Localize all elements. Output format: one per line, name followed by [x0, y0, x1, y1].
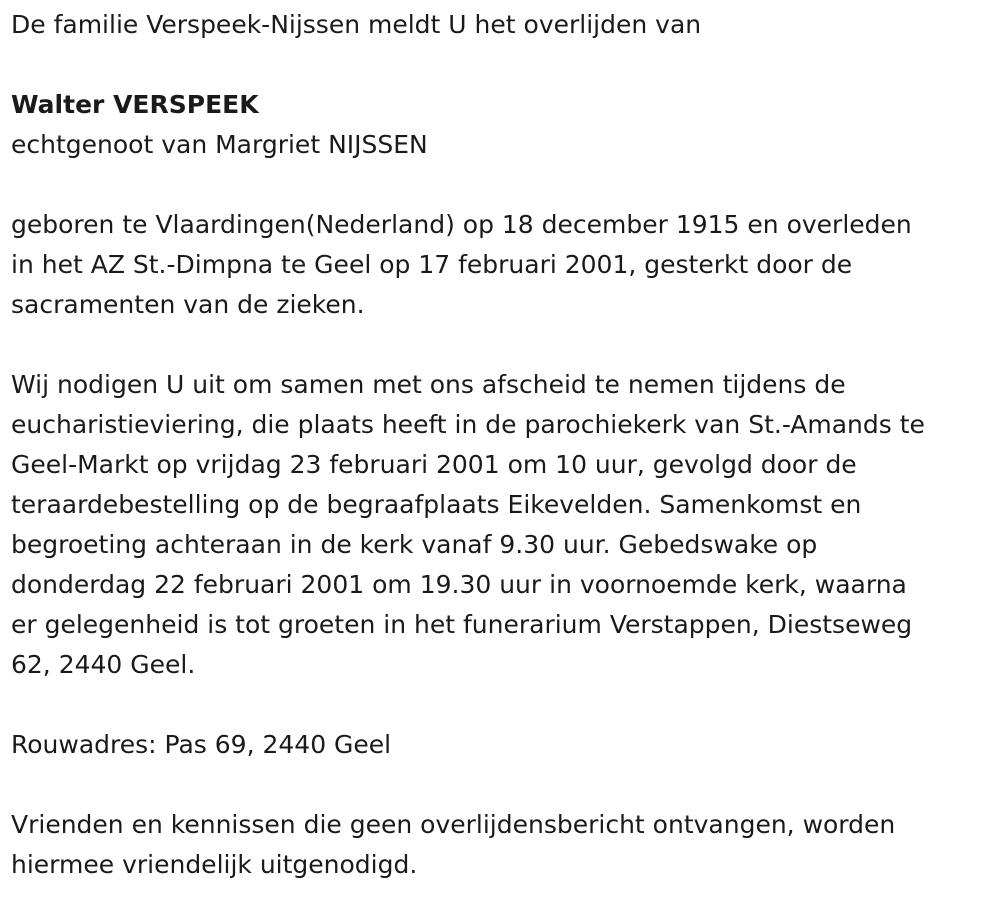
spacer	[11, 45, 1000, 85]
spacer	[11, 165, 1000, 205]
invitation-paragraph: Wij nodigen U uit om samen met ons afscheid te nemen tijdens de eucharistieviering, die plaats heeft in de parochiekerk van St.-Amands te Geel-Markt op vrijdag 23 februari 2001 om 10 uur, gevolgd door de teraardebestelling op de begraafplaats Eikevelden. Samenkomst en begroeting achteraan in de kerk vanaf 9.30 uur. Gebedswake op donderdag 22 februari 2001 om 19.30 uur in voornoemde kerk, waarna er gelegenheid is tot groeten in het funerarium Verstappen, Diestseweg 62, 2440 Geel.	[11, 370, 925, 679]
birth-death-paragraph: geboren te Vlaardingen(Nederland) op 18 december 1915 en overleden in het AZ St.-Dimpna te Geel op 17 februari 2001, gesterkt door de sacramenten van de zieken.	[11, 210, 912, 319]
spouse-line: echtgenoot van Margriet NIJSSEN	[11, 130, 428, 159]
spacer	[11, 765, 1000, 805]
spacer	[11, 685, 1000, 725]
deceased-name: Walter VERSPEEK	[11, 90, 259, 119]
mourning-address: Rouwadres: Pas 69, 2440 Geel	[11, 730, 392, 759]
spacer	[11, 325, 1000, 365]
closing-paragraph: Vrienden en kennissen die geen overlijdensbericht ontvangen, worden hiermee vriendelijk uitgenodigd.	[11, 810, 896, 879]
intro-line: De familie Verspeek-Nijssen meldt U het overlijden van	[11, 10, 702, 39]
